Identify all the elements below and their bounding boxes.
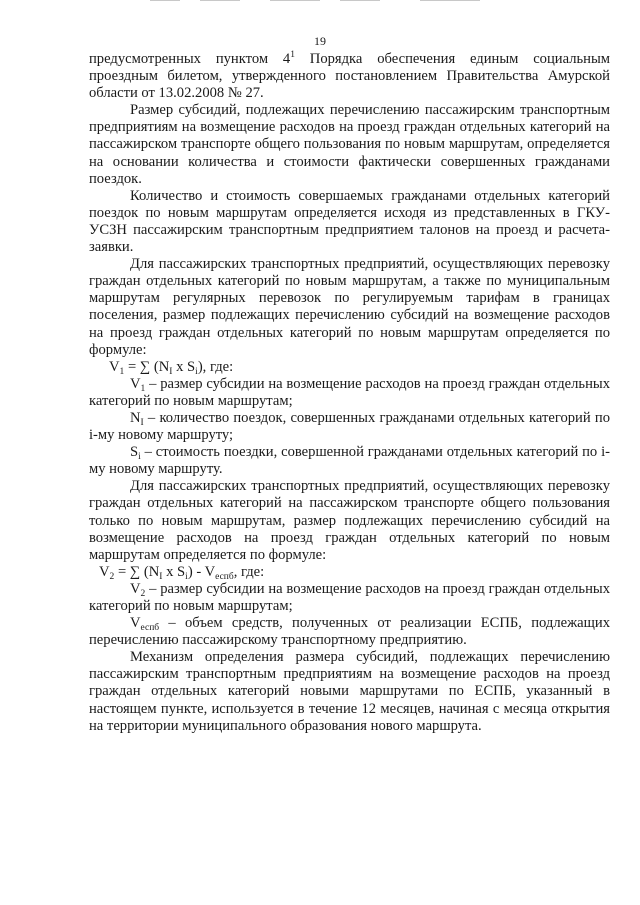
formula-v1: $V_1$ = ∑ ($N_I$ x $S_i$), где: (109, 358, 234, 377)
paragraph-5: Для пассажирских транспортных предприятий, осуществляющих перевозку граждан отдельных категорий на пассажирском транспорте общего пользования только по новым маршрутам, размер подлежащих перечислению субсидий на возмещение расходов на проезд граждан отдельных категорий по новым маршрутам определяется по формуле: (89, 478, 610, 563)
definition-vespb: $V_{еспб}$ – объем средств, полученных от реализации ЕСПБ, подлежащих перечислению пассажирскому транспортному предприятию. (89, 615, 610, 649)
paragraph-2: Размер субсидий, подлежащих перечислению пассажирским транспортным предприятиям на возмещение расходов на проезд граждан отдельных категорий на пассажирском транспорте общего пользования по новым маршрутам, определяется на основании количества и стоимости фактически совершенных гражданами поездок. (89, 102, 610, 187)
definition-v2: $V_2$ – размер субсидии на возмещение расходов на проезд граждан отдельных категорий по новым маршрутам; (89, 580, 610, 614)
document-body (89, 51, 610, 735)
scan-edge-line (0, 0, 640, 2)
page-number: 19 (314, 34, 326, 48)
paragraph-4: Для пассажирских транспортных предприятий, осуществляющих перевозку граждан отдельных категорий по новым маршрутам, а также по муниципальным маршрутам регулярных перевозок по регулируемым тарифам в границах поселения, размер подлежащих перечислению субсидий на возмещение расходов на проезд граждан отдельных категорий по новым маршрутам определяется по формуле: (89, 256, 610, 358)
definition-n: $N_I$ – количество поездок, совершенных гражданами отдельных категорий по i-му новому маршруту; (89, 409, 610, 444)
paragraph-6: Механизм определения размера субсидий, подлежащих перечислению пассажирским транспортным предприятиям на возмещение расходов на проезд граждан отдельных категорий новыми маршрутами по ЕСПБ, указанный в настоящем пункте, используется в течение 12 месяцев, начиная с месяца открытия на территории муниципального образования нового маршрута. (89, 649, 610, 734)
paragraph-3: Количество и стоимость совершаемых гражданами отдельных категорий поездок по новым маршрутам определяется исходя из представленных в ГКУ-УСЗН пассажирским транспортным предприятием талонов на проезд и расчета-заявки. (89, 187, 610, 256)
formula-v2: $V_2$ = ∑ ($N_I$ x $S_i) - V_{еспб}$, где: (99, 563, 265, 582)
paragraph-1: предусмотренных пунктом $4^1$ Порядка обеспечения единым социальным проездным билетом, утвержденного постановлением Правительства Амурской области от 13.02.2008 № 27. (89, 50, 610, 102)
definition-s: $S_i$ – стоимость поездки, совершенной гражданами отдельных категорий по i-му новому маршруту. (89, 444, 610, 478)
definition-v1: $V_1$ – размер субсидии на возмещение расходов на проезд граждан отдельных категорий по новым маршрутам; (89, 375, 610, 409)
